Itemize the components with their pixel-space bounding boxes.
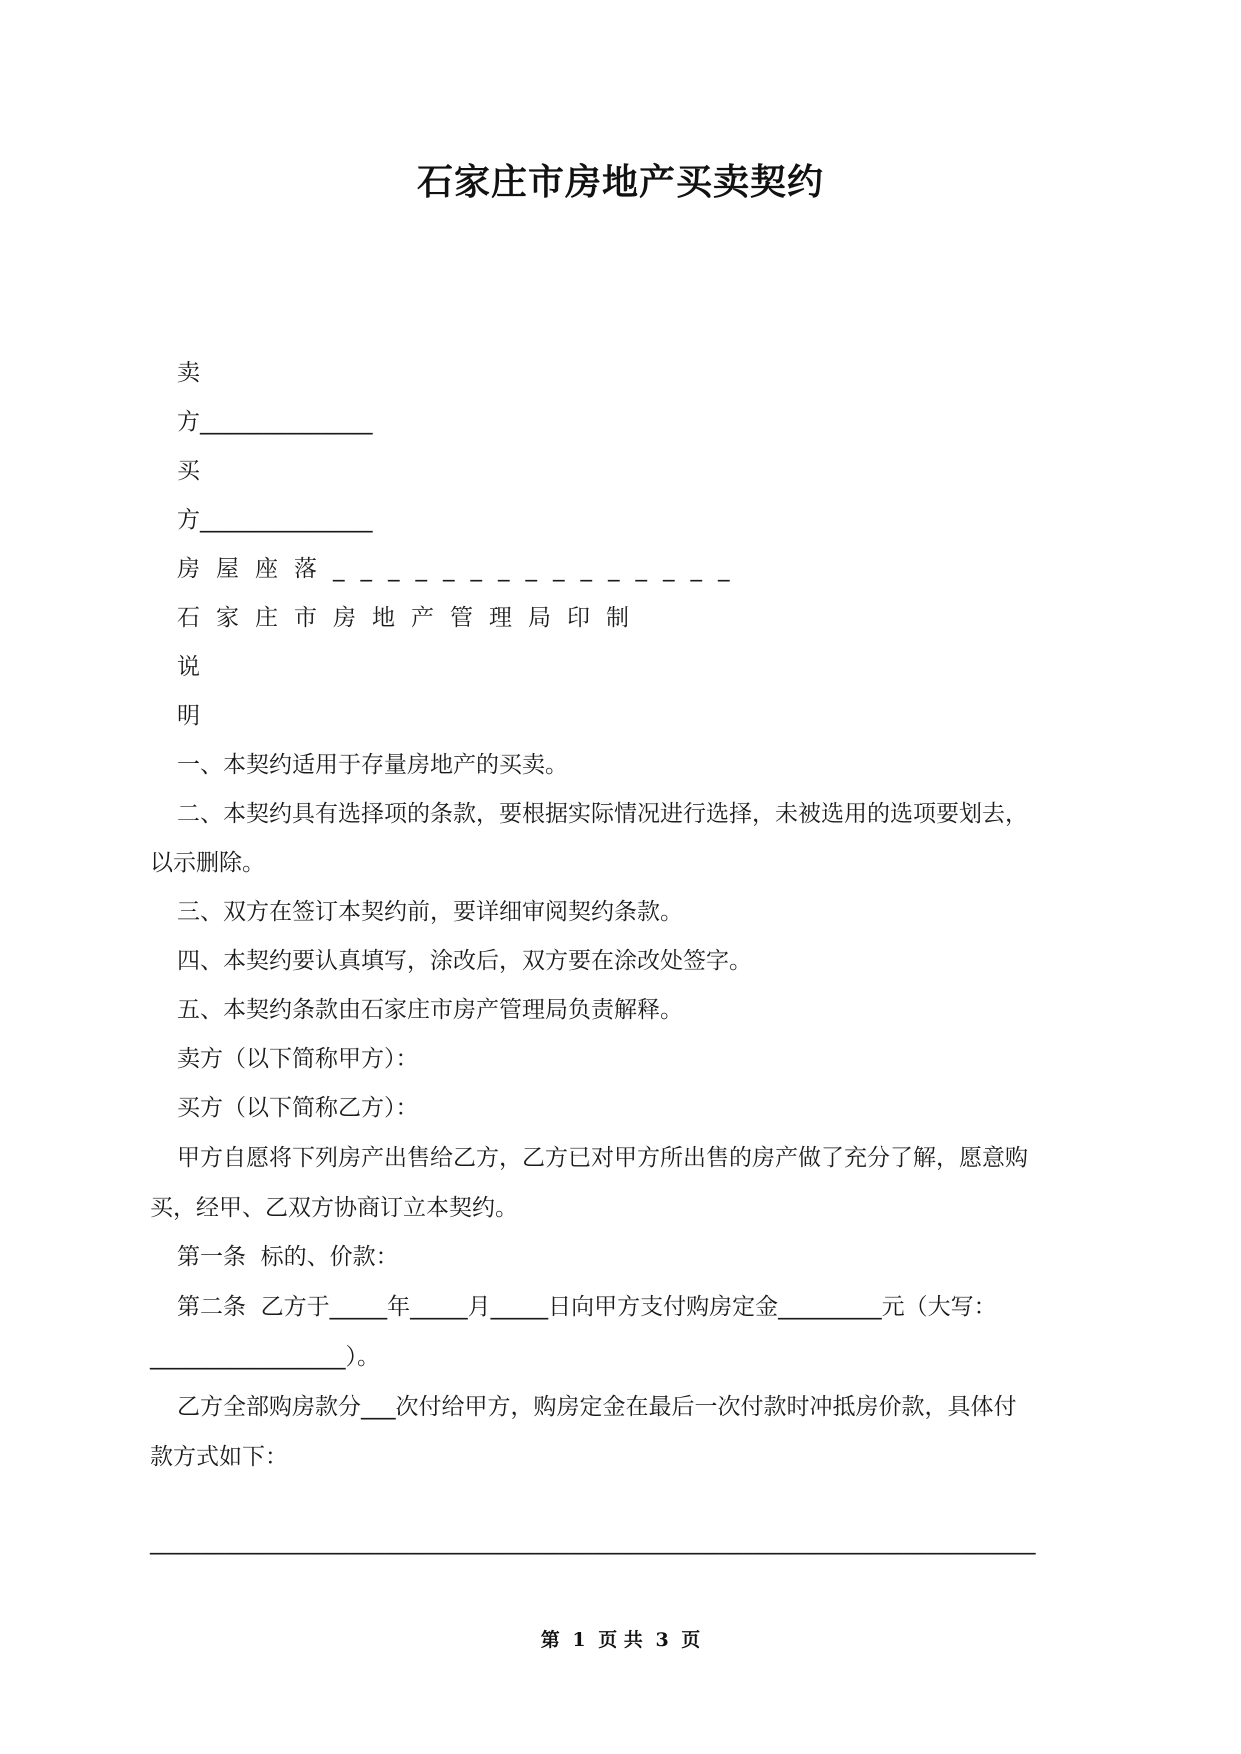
instruction-item-2: 二、本契约具有选择项的条款，要根据实际情况进行选择，未被选用的选项要划去，: [177, 801, 1028, 827]
payment-paragraph: 乙方全部购房款分___次付给甲方，购房定金在最后一次付款时冲抵房价款，具体付: [177, 1394, 1017, 1420]
buyer-label-line-2: 方_______________: [177, 507, 373, 533]
footer-prefix: 第: [540, 1629, 560, 1651]
instructions-heading-1: 说: [177, 654, 200, 680]
page-footer: [0, 1625, 1241, 1652]
article-2-text-cont: _________________）。: [150, 1344, 380, 1370]
seller-label-line-1: 卖: [177, 360, 200, 386]
instruction-item-2-cont: 以示删除。: [150, 850, 265, 876]
article-1-heading: 第一条 标的、价款：: [177, 1244, 399, 1270]
spacer: [150, 1482, 1090, 1518]
property-location-line: 房屋座落_______________: [177, 556, 746, 582]
footer-middle: 页 共: [598, 1629, 643, 1651]
footer-page-number: 1: [572, 1629, 586, 1651]
buyer-label-line-1: 买: [177, 458, 200, 484]
seller-label-line-2: 方_______________: [177, 409, 373, 435]
agreement-paragraph-cont: 买，经甲、乙双方协商订立本契约。: [150, 1195, 518, 1221]
payment-fill-line: _____________________________________________________________________________: [150, 1529, 1036, 1555]
instruction-item-3: 三、双方在签订本契约前，要详细审阅契约条款。: [177, 899, 683, 925]
instruction-item-1: 一、本契约适用于存量房地产的买卖。: [177, 752, 568, 778]
party-b-line: 买方（以下简称乙方）：: [177, 1095, 419, 1121]
instruction-item-4: 四、本契约要认真填写，涂改后，双方要在涂改处签字。: [177, 948, 752, 974]
agreement-paragraph: 甲方自愿将下列房产出售给乙方，乙方已对甲方所出售的房产做了充分了解，愿意购: [177, 1145, 1028, 1171]
footer-suffix: 页: [681, 1629, 701, 1651]
document-body: [150, 349, 1090, 1567]
instructions-heading-2: 明: [177, 703, 200, 729]
instruction-item-5: 五、本契约条款由石家庄市房产管理局负责解释。: [177, 997, 683, 1023]
party-a-line: 卖方（以下简称甲方）：: [177, 1046, 419, 1072]
payment-paragraph-cont: 款方式如下：: [150, 1444, 288, 1470]
article-2-text: 第二条 乙方于_____年_____月_____日向甲方支付购房定金_________元（大写：: [177, 1294, 997, 1320]
document-title: 石家庄市房地产买卖契约: [416, 162, 824, 203]
footer-total-pages: 3: [655, 1629, 669, 1651]
issuer-line: 石家庄市房地产管理局印制: [177, 605, 645, 631]
